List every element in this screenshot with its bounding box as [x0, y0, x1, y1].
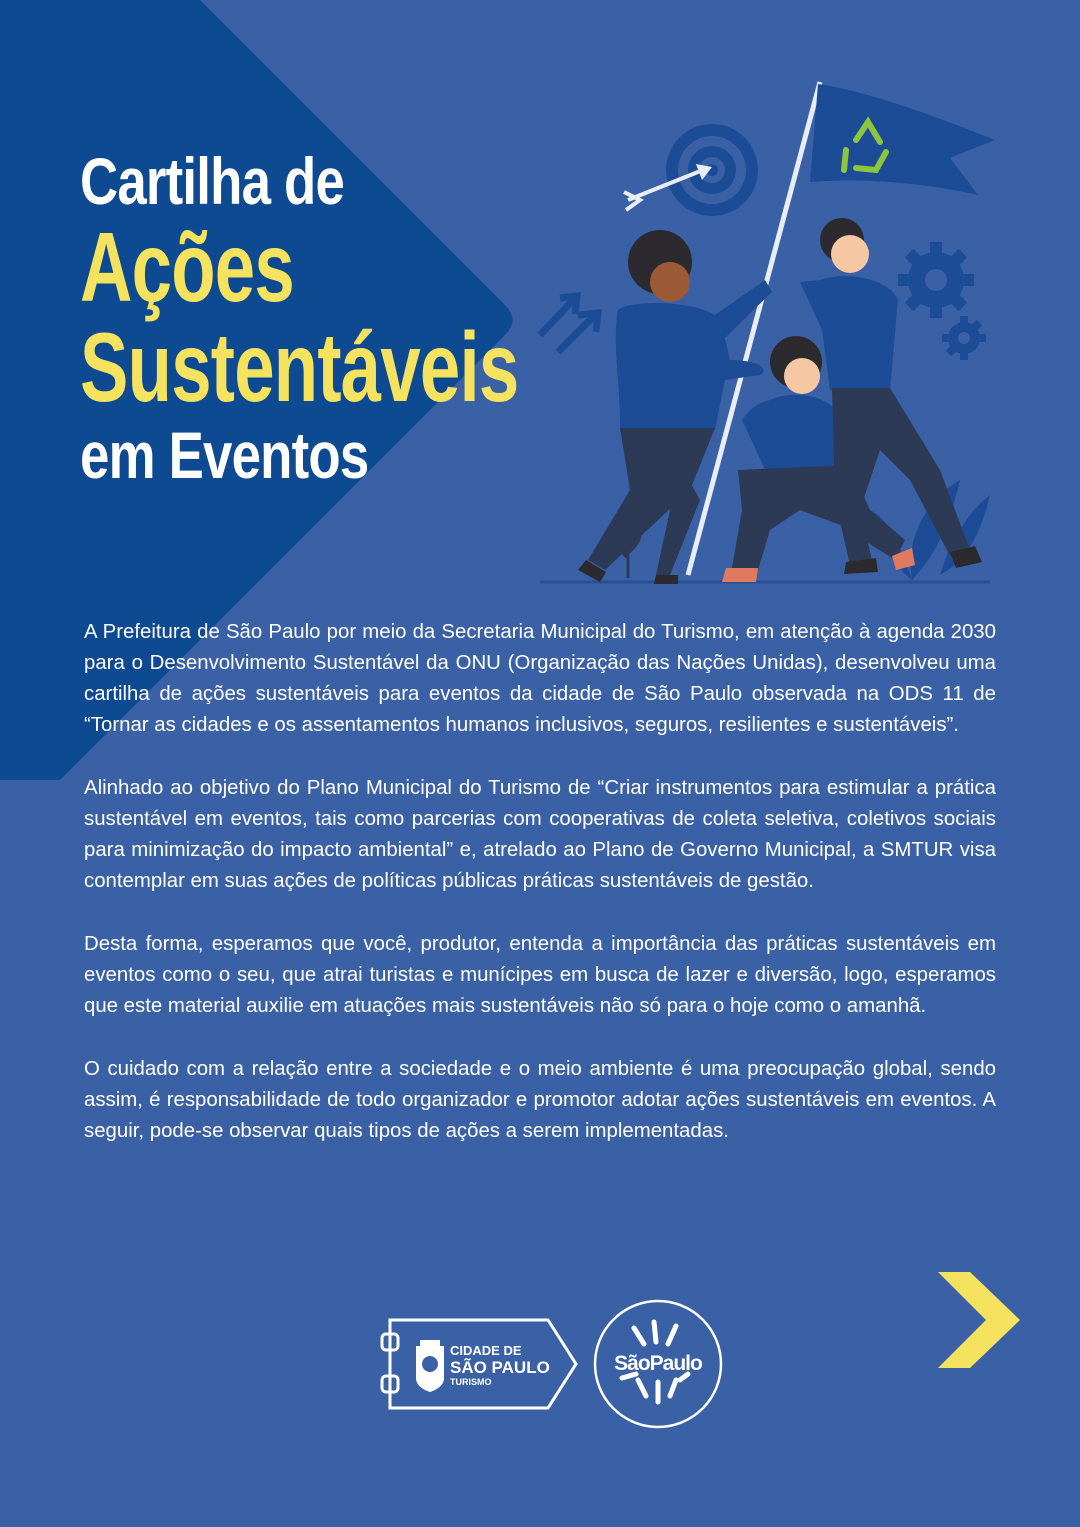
logo-left-line-1: CIDADE DE [450, 1343, 522, 1358]
intro-text [84, 617, 996, 1179]
title-line-4: em Eventos [80, 418, 369, 492]
flag-icon [810, 84, 995, 195]
paragraph-1: A Prefeitura de São Paulo por meio da Secretaria Municipal do Turismo, em atenção à agenda 2030 para o Desenvolvimento Sustentável da ONU (Organização das Nações Unidas), desenvolveu uma cartilha de ações sustentáveis para eventos da cidade de São Paulo observada na ODS 11 de “Tornar as cidades e os assentamentos humanos inclusivos, seguros, resilientes e sustentáveis”. [84, 621, 996, 736]
logo-right-text: SãoPaulo [614, 1352, 702, 1375]
trend-arrow-icon [540, 296, 598, 352]
title-line-2: Ações [80, 212, 294, 322]
hero-illustration [520, 70, 1010, 590]
logo-left-line-3: TURISMO [450, 1377, 492, 1387]
title-line-1: Cartilha de [80, 144, 345, 218]
paragraph-3: Desta forma, esperamos que você, produtor, entenda a importância das práticas sustentáveis em eventos como o seu, que atrai turistas e munícipes em busca de lazer e diversão, logo, esperamos que este material auxilie em atuações mais sustentáveis não só para o hoje como o amanhã. [84, 933, 996, 1017]
chevron-right-icon[interactable] [936, 1272, 1022, 1368]
gear-icon [898, 242, 986, 360]
paragraph-4: O cuidado com a relação entre a sociedade e o meio ambiente é uma preocupação global, sendo assim, é responsabilidade de todo organizador e promotor adotar ações sustentáveis em eventos. A seguir, pode-se observar quais tipos de ações a serem implementadas. [84, 1058, 996, 1142]
city-coat-of-arms-icon [416, 1340, 444, 1392]
title-line-3: Sustentáveis [80, 312, 519, 422]
logo-left-text [450, 1344, 550, 1387]
logo-left-line-2: SÃO PAULO [450, 1358, 550, 1377]
target-icon [666, 124, 758, 216]
paragraph-2: Alinhado ao objetivo do Plano Municipal do Turismo de “Criar instrumentos para estimular a prática sustentável em eventos, tais como parcerias com cooperativas de coleta seletiva, coletivos sociais para minimização do impacto ambiental” e, atrelado ao Plano de Governo Municipal, a SMTUR visa contemplar em suas ações de políticas públicas práticas sustentáveis de gestão. [84, 777, 996, 892]
